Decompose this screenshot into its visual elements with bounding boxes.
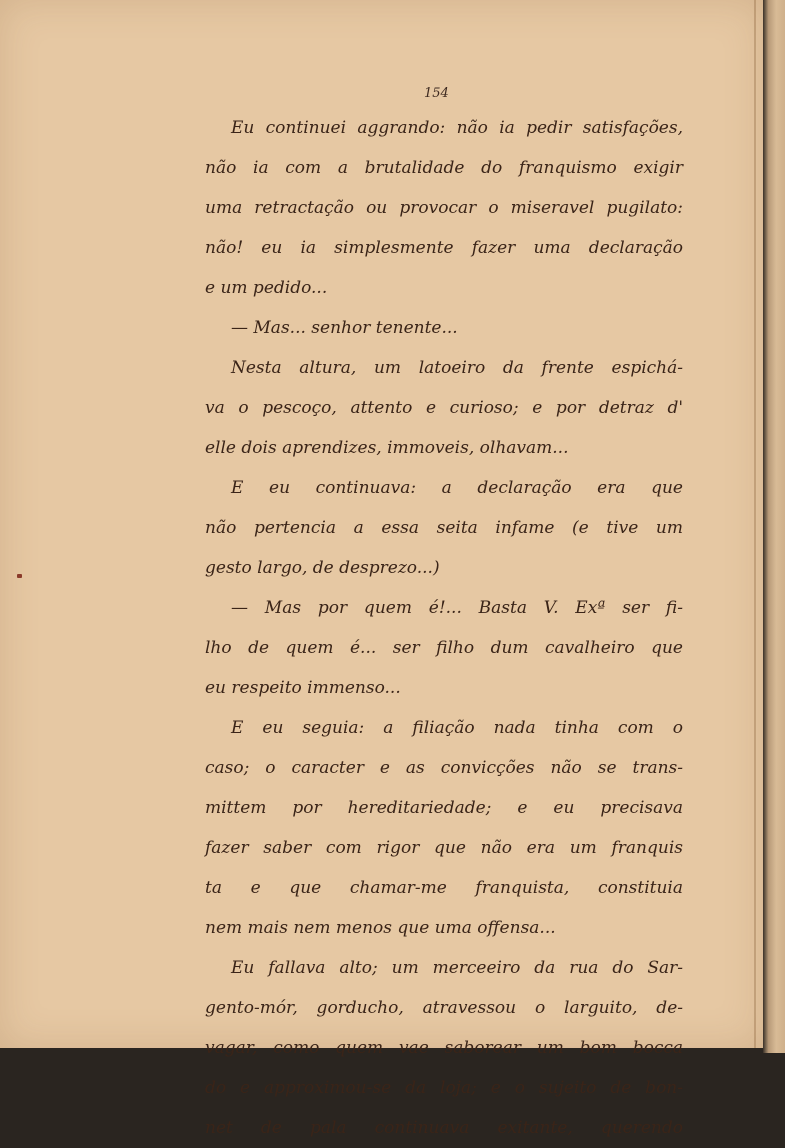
manuscript-line: Eu continuei aggrando: não ia pedir satisfações,	[231, 118, 683, 138]
margin-mark	[17, 574, 22, 578]
adjacent-page-edge	[763, 0, 785, 1053]
manuscript-line: ta e que chamar-me franquista, constituia	[205, 878, 683, 898]
manuscript-line: elle dois aprendizes, immoveis, olhavam...	[205, 438, 569, 458]
manuscript-line: — Mas por quem é!... Basta V. Exª ser fi-	[231, 598, 683, 618]
manuscript-line: — Mas... senhor tenente...	[231, 318, 458, 338]
manuscript-line: mittem por hereditariedade; e eu precisava	[205, 798, 683, 818]
handwritten-text-block	[205, 108, 683, 1148]
manuscript-line: lho de quem é... ser filho dum cavalheiro que	[205, 638, 683, 658]
manuscript-line: net de pala continuava exitante, querendo	[205, 1118, 683, 1138]
manuscript-line: Eu fallava alto; um merceeiro da rua do Sar-	[231, 958, 683, 978]
manuscript-line: eu respeito immenso...	[205, 678, 401, 698]
manuscript-line: gento-mór, gorducho, atravessou o larguito, de-	[205, 998, 683, 1018]
page-number: 154	[424, 86, 449, 101]
manuscript-line: E eu seguia: a filiação nada tinha com o	[231, 718, 683, 738]
manuscript-line: nem mais nem menos que uma offensa...	[205, 918, 556, 938]
manuscript-line: vagar, como quem vae saborear um bom bocca	[205, 1038, 683, 1058]
manuscript-line: não pertencia a essa seita infame (e tive um	[205, 518, 683, 538]
manuscript-line: e um pedido...	[205, 278, 328, 298]
page-fold-line	[754, 0, 756, 1048]
manuscript-line: não ia com a brutalidade do franquismo exigir	[205, 158, 683, 178]
manuscript-line: fazer saber com rigor que não era um franquis	[205, 838, 683, 858]
manuscript-line: caso; o caracter e as convicções não se trans-	[205, 758, 683, 778]
manuscript-line: va o pescoço, attento e curioso; e por detraz d'	[205, 398, 683, 418]
manuscript-line: gesto largo, de desprezo...)	[205, 558, 440, 578]
manuscript-line: Nesta altura, um latoeiro da frente espichá-	[231, 358, 683, 378]
manuscript-line: não! eu ia simplesmente fazer uma declaração	[205, 238, 683, 258]
manuscript-line: uma retractação ou provocar o miseravel pugilato:	[205, 198, 683, 218]
manuscript-line: do e approximou-se da loja; e o sujeito de bon-	[205, 1078, 683, 1098]
manuscript-line: E eu continuava: a declaração era que	[231, 478, 683, 498]
